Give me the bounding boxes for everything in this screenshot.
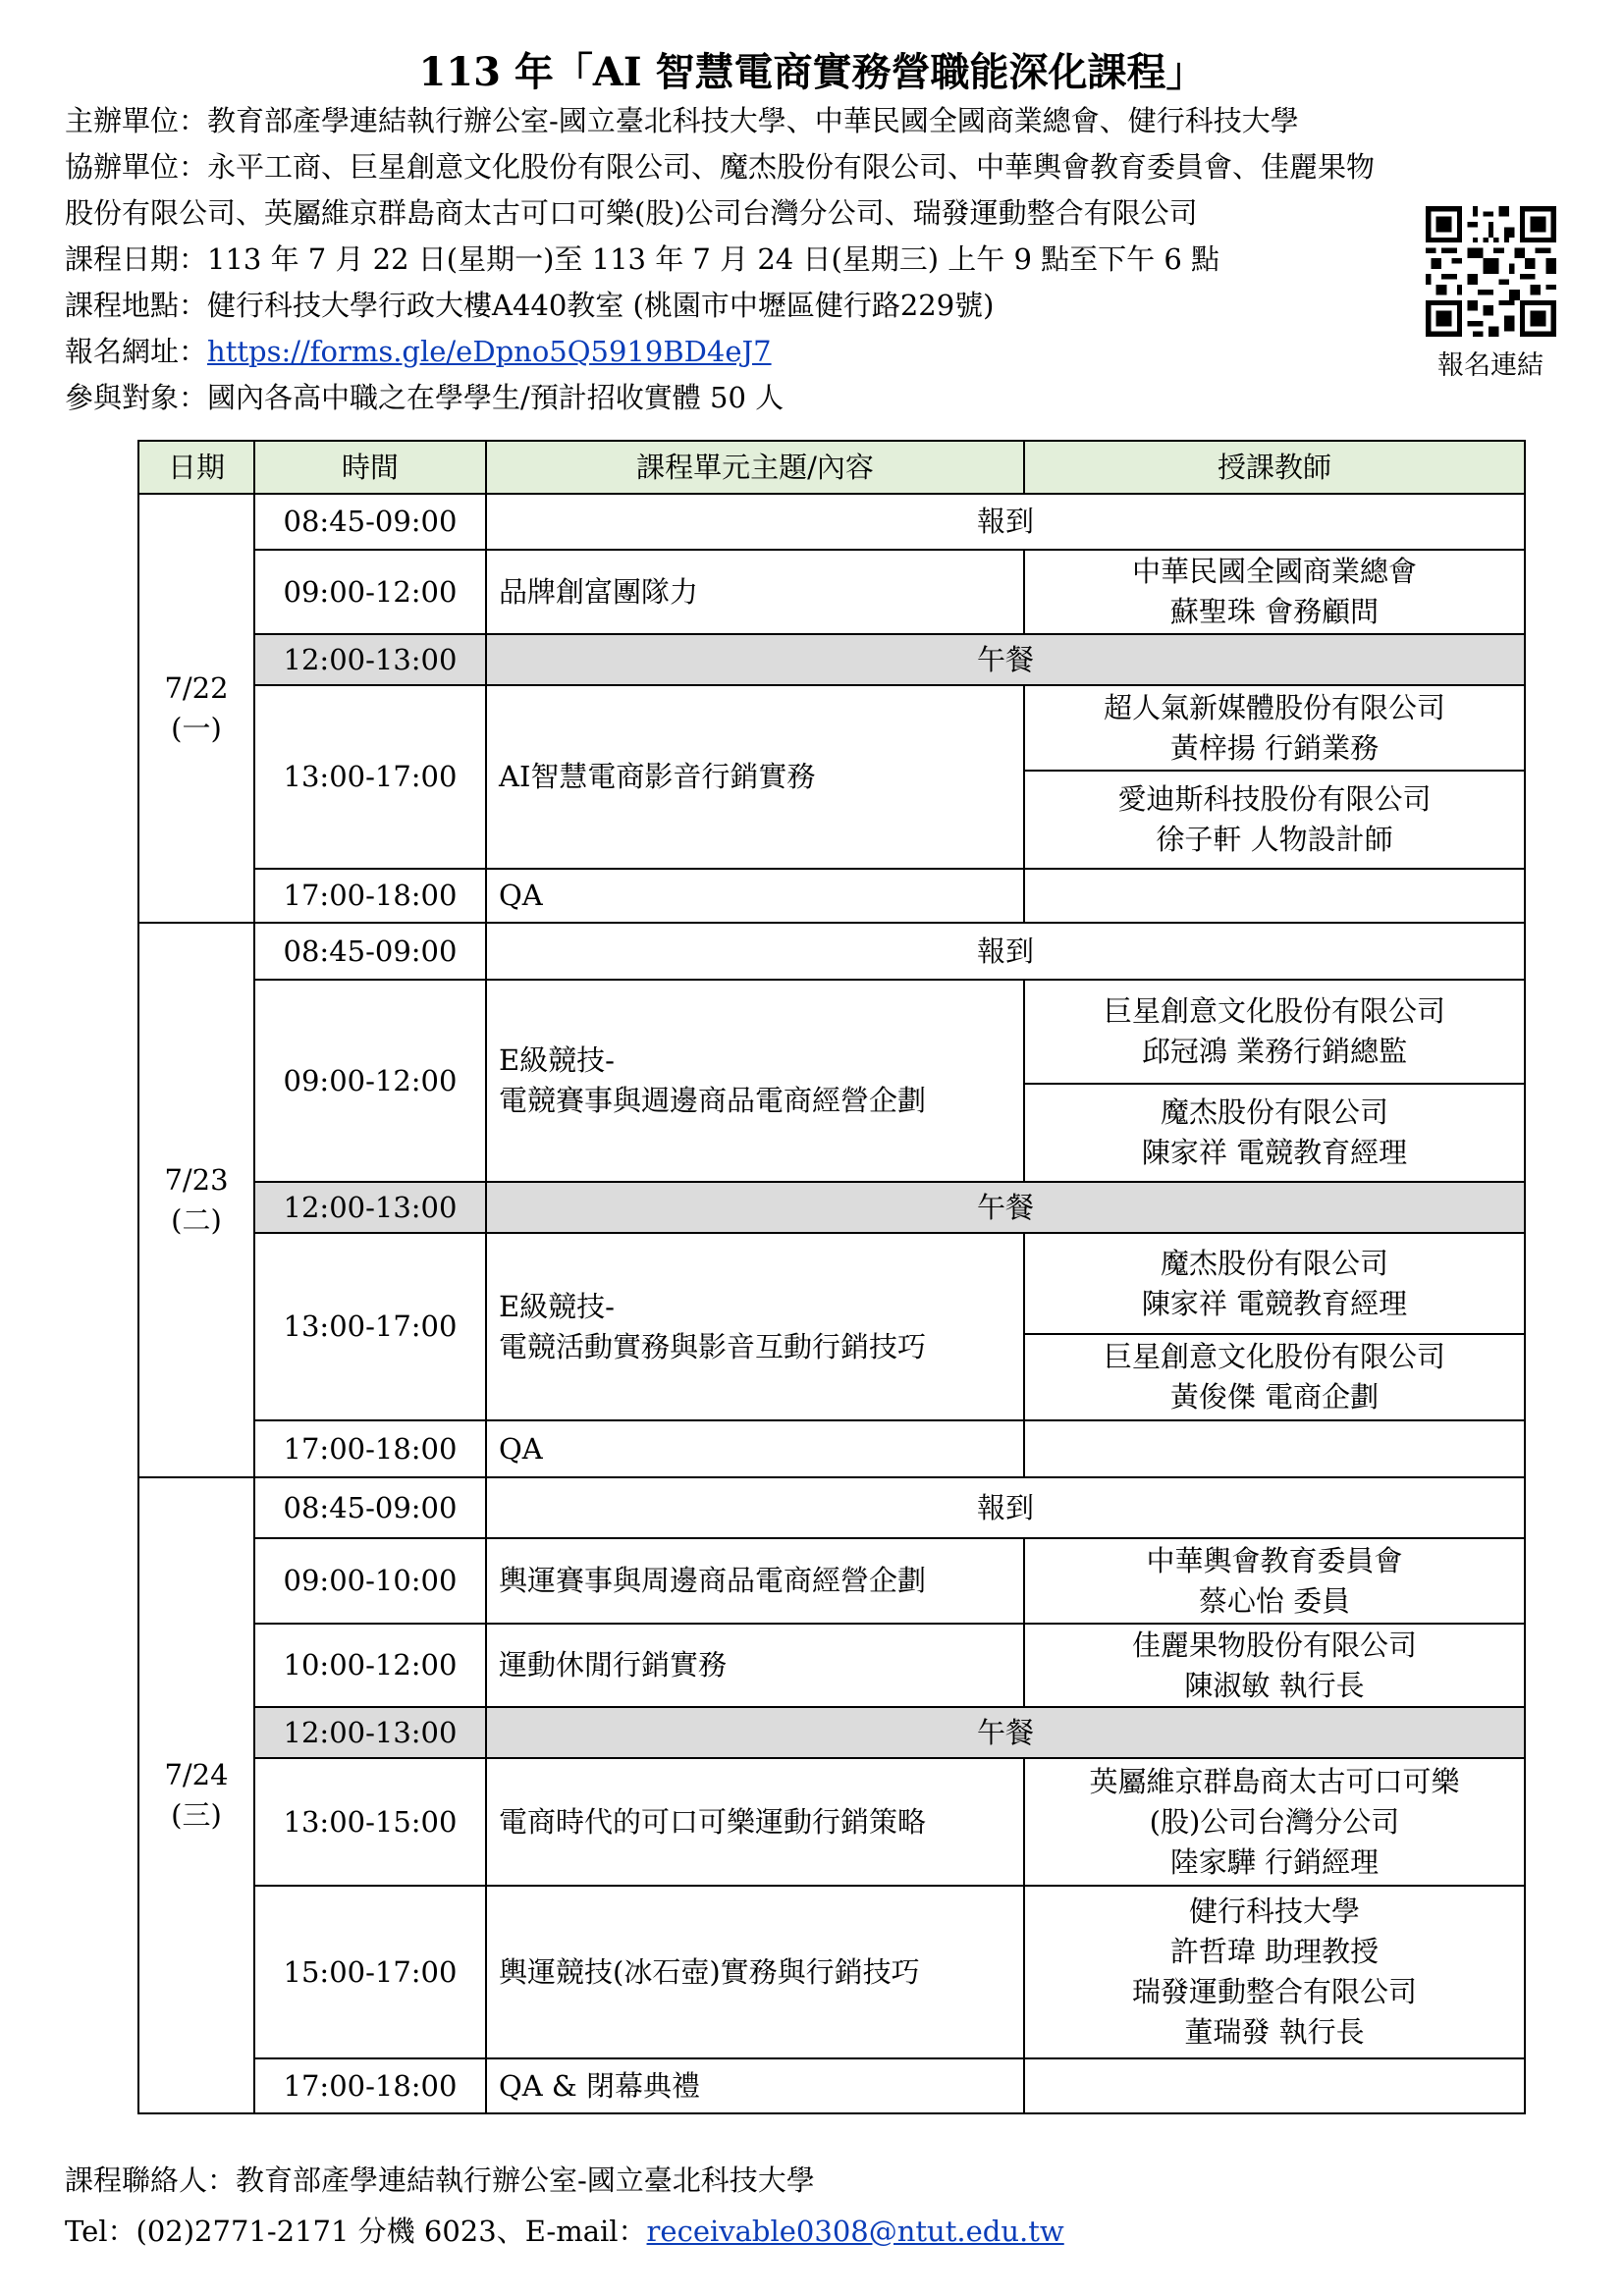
contact-person: 課程聯絡人：教育部產學連結執行辦公室-國立臺北科技大學	[65, 2163, 815, 2197]
time-cell: 13:00-17:00	[254, 685, 486, 869]
topic-cell: 運動休閒行銷實務	[486, 1624, 1024, 1707]
topic-cell: 輿運競技(冰石壺)實務與行銷技巧	[486, 1886, 1024, 2058]
topic-cell: 電商時代的可口可樂運動行銷策略	[486, 1758, 1024, 1886]
checkin-cell: 報到	[486, 1477, 1525, 1538]
table-row	[138, 550, 1525, 634]
time-cell: 12:00-13:00	[254, 634, 486, 685]
lunch-cell: 午餐	[486, 634, 1525, 685]
lecturer-name: 陳淑敏 執行長	[1184, 1668, 1365, 1702]
table-row	[138, 1182, 1525, 1233]
time-cell: 13:00-17:00	[254, 1233, 486, 1420]
lecturer-org: 健行科技大學	[1188, 1895, 1360, 1928]
lecturer-cell	[1024, 1538, 1525, 1624]
lecturer-org: 超人氣新媒體股份有限公司	[1103, 690, 1445, 724]
time-cell: 09:00-12:00	[254, 980, 486, 1182]
lecturer-cell	[1024, 1624, 1525, 1707]
organizer-line: 主辦單位：教育部產學連結執行辦公室-國立臺北科技大學、中華民國全國商業總會、健行科技大學	[65, 104, 1299, 137]
checkin-cell: 報到	[486, 923, 1525, 980]
lecturer-org: 中華輿會教育委員會	[1146, 1543, 1403, 1577]
time-cell: 08:45-09:00	[254, 494, 486, 550]
table-row	[138, 634, 1525, 685]
day-date: 7/24	[164, 1758, 229, 1791]
lecturer-org: 魔杰股份有限公司	[1160, 1246, 1388, 1280]
lecturer-cell	[1024, 1233, 1525, 1334]
contact-tel: Tel：(02)2771-2171 分機 6023、E-mail：	[65, 2215, 647, 2248]
time-cell: 12:00-13:00	[254, 1707, 486, 1758]
lecturer-name: 蘇聖珠 會務顧問	[1169, 595, 1380, 628]
signup-qr-code-icon[interactable]	[1426, 206, 1556, 337]
lecturer-name-2: 董瑞發 執行長	[1184, 2015, 1365, 2049]
table-row	[138, 1707, 1525, 1758]
day-cell	[138, 1477, 254, 2113]
lecturer-org: 愛迪斯科技股份有限公司	[1117, 782, 1432, 816]
lecturer-cell	[1024, 550, 1525, 634]
time-cell: 15:00-17:00	[254, 1886, 486, 2058]
lecturer-name: 陳家祥 電競教育經理	[1141, 1136, 1408, 1169]
time-cell: 08:45-09:00	[254, 1477, 486, 1538]
time-cell: 17:00-18:00	[254, 1420, 486, 1477]
lecturer-name: 蔡心怡 委員	[1198, 1583, 1351, 1618]
time-cell: 17:00-18:00	[254, 869, 486, 923]
lunch-cell: 午餐	[486, 1182, 1525, 1233]
lecturer-name: 陸家驊 行銷經理	[1169, 1844, 1380, 1879]
time-cell: 09:00-12:00	[254, 550, 486, 634]
table-row	[138, 1886, 1525, 2058]
time-cell: 12:00-13:00	[254, 1182, 486, 1233]
lecturer-org-2: 瑞發運動整合有限公司	[1131, 1975, 1417, 2008]
lunch-cell: 午餐	[486, 1707, 1525, 1758]
header-topic: 課程單元主題/內容	[486, 441, 1024, 494]
lecturer-name: 陳家祥 電競教育經理	[1141, 1286, 1408, 1320]
contact-email-link[interactable]: receivable0308@ntut.edu.tw	[646, 2215, 1064, 2248]
header-lecturer: 授課教師	[1024, 441, 1525, 494]
course-date-line: 課程日期：113 年 7 月 22 日(星期一)至 113 年 7 月 24 日(星期三) 上午 9 點至下午 6 點	[65, 242, 1220, 276]
schedule-table	[137, 440, 1526, 2114]
lecturer-name: 黃俊傑 電商企劃	[1169, 1380, 1380, 1414]
topic-cell: AI智慧電商影音行銷實務	[486, 685, 1024, 869]
table-row	[138, 1624, 1525, 1707]
lecturer-org: 佳麗果物股份有限公司	[1131, 1628, 1417, 1662]
table-header-row	[138, 441, 1525, 494]
topic-cell: QA & 閉幕典禮	[486, 2058, 1024, 2113]
topic-line-2: 電競活動實務與影音互動行銷技巧	[499, 1329, 927, 1363]
time-cell: 10:00-12:00	[254, 1624, 486, 1707]
table-row	[138, 685, 1525, 771]
table-row	[138, 1758, 1525, 1886]
lecturer-org: 中華民國全國商業總會	[1131, 555, 1417, 588]
table-row	[138, 2058, 1525, 2113]
lecturer-cell	[1024, 1886, 1525, 2058]
lecturer-name: 許哲瑋 助理教授	[1169, 1935, 1380, 1968]
day-cell	[138, 494, 254, 923]
header-time: 時間	[254, 441, 486, 494]
table-row	[138, 1477, 1525, 1538]
lecturer-org: 巨星創意文化股份有限公司	[1103, 994, 1445, 1028]
audience-line: 參與對象：國內各高中職之在學學生/預計招收實體 50 人	[65, 381, 785, 414]
contact-tel-email	[65, 2206, 1064, 2257]
signup-label: 報名網址：	[65, 335, 208, 368]
topic-cell: QA	[486, 869, 1024, 923]
time-cell: 17:00-18:00	[254, 2058, 486, 2113]
table-row	[138, 1233, 1525, 1334]
table-row	[138, 1420, 1525, 1477]
lecturer-name: 邱冠鴻 業務行銷總監	[1141, 1035, 1408, 1068]
time-cell: 13:00-15:00	[254, 1758, 486, 1886]
lecturer-cell	[1024, 1084, 1525, 1182]
lecturer-name: 黃梓揚 行銷業務	[1169, 730, 1380, 765]
co-organizer-line-1: 協辦單位：永平工商、巨星創意文化股份有限公司、魔杰股份有限公司、中華輿會教育委員會、佳麗果物	[65, 150, 1376, 184]
qr-code-label: 報名連結	[1437, 350, 1543, 381]
lecturer-cell	[1024, 1420, 1525, 1477]
lecturer-cell	[1024, 1334, 1525, 1420]
signup-link[interactable]: https://forms.gle/eDpno5Q5919BD4eJ7	[207, 335, 772, 368]
topic-cell: 輿運賽事與周邊商品電商經營企劃	[486, 1538, 1024, 1624]
lecturer-cell	[1024, 2058, 1525, 2113]
topic-cell: 品牌創富團隊力	[486, 550, 1024, 634]
lecturer-cell	[1024, 771, 1525, 869]
day-weekday: (一)	[171, 711, 222, 745]
lecturer-cell	[1024, 869, 1525, 923]
lecturer-org: 英屬維京群島商太古可口可樂	[1089, 1764, 1460, 1798]
table-row	[138, 1538, 1525, 1624]
co-organizer-line-2: 股份有限公司、英屬維京群島商太古可口可樂(股)公司台灣分公司、瑞發運動整合有限公司	[65, 196, 1198, 230]
header-date: 日期	[138, 441, 254, 494]
day-cell	[138, 923, 254, 1477]
topic-line-1: E級競技-	[499, 1043, 615, 1077]
contact-footer	[65, 2155, 1064, 2257]
page-title: 113 年「AI 智慧電商實務營職能深化課程」	[418, 49, 1206, 95]
day-weekday: (二)	[171, 1202, 222, 1237]
course-location-line: 課程地點：健行科技大學行政大樓A440教室 (桃園市中壢區健行路229號)	[65, 289, 995, 322]
lecturer-cell	[1024, 685, 1525, 771]
topic-line-2: 電競賽事與週邊商品電商經營企劃	[499, 1084, 927, 1117]
time-cell: 09:00-10:00	[254, 1538, 486, 1624]
topic-cell	[486, 980, 1024, 1182]
lecturer-org: 魔杰股份有限公司	[1160, 1095, 1388, 1129]
lecturer-org-2: (股)公司台灣分公司	[1149, 1804, 1400, 1839]
day-weekday: (三)	[171, 1798, 222, 1832]
day-date: 7/22	[164, 670, 229, 705]
event-info	[65, 98, 1577, 421]
checkin-cell: 報到	[486, 494, 1525, 550]
time-cell: 08:45-09:00	[254, 923, 486, 980]
table-row	[138, 923, 1525, 980]
topic-line-1: E級競技-	[499, 1289, 615, 1323]
table-row	[138, 494, 1525, 550]
table-row	[138, 869, 1525, 923]
lecturer-cell	[1024, 980, 1525, 1084]
lecturer-name: 徐子軒 人物設計師	[1156, 823, 1393, 856]
topic-cell: QA	[486, 1420, 1024, 1477]
signup-line	[65, 329, 1577, 375]
lecturer-org: 巨星創意文化股份有限公司	[1103, 1340, 1445, 1373]
lecturer-cell	[1024, 1758, 1525, 1886]
day-date: 7/23	[164, 1162, 229, 1197]
table-row	[138, 980, 1525, 1084]
topic-cell	[486, 1233, 1024, 1420]
